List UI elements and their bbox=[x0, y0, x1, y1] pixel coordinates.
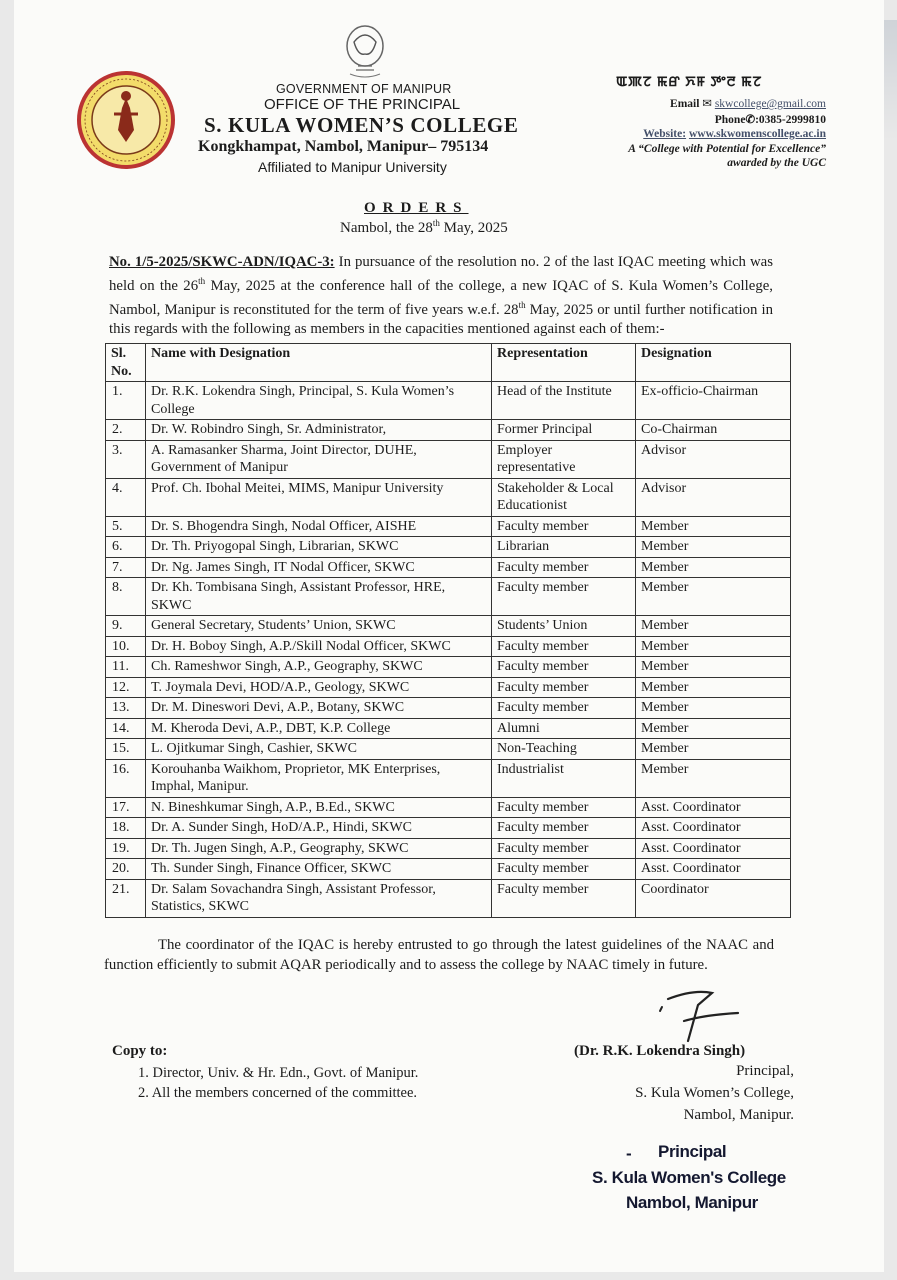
col-sl-no: Sl. No. bbox=[106, 344, 146, 382]
cell-representation: Librarian bbox=[492, 537, 636, 558]
cell-name: Dr. Ng. James Singh, IT Nodal Officer, SKWC bbox=[146, 557, 492, 578]
cell-name: N. Bineshkumar Singh, A.P., B.Ed., SKWC bbox=[146, 797, 492, 818]
affiliation: Affiliated to Manipur University bbox=[258, 159, 447, 175]
cell-sl-no: 2. bbox=[106, 420, 146, 441]
email-link[interactable]: skwcollege@gmail.com bbox=[714, 98, 826, 110]
col-representation: Representation bbox=[492, 344, 636, 382]
cell-representation: Faculty member bbox=[492, 578, 636, 616]
motto-line-1: A “College with Potential for Excellence” bbox=[628, 143, 826, 155]
cell-name: Prof. Ch. Ibohal Meitei, MIMS, Manipur University bbox=[146, 478, 492, 516]
cell-sl-no: 15. bbox=[106, 739, 146, 760]
college-name: S. KULA WOMEN’S COLLEGE bbox=[204, 113, 519, 137]
phone-number: :0385-2999810 bbox=[755, 114, 826, 126]
table-row bbox=[106, 516, 791, 537]
order-date-prefix: Nambol, the 28 bbox=[340, 220, 433, 236]
phone-icon: ✆ bbox=[745, 114, 756, 126]
website-line bbox=[643, 128, 826, 140]
signatory-place: Nambol, Manipur. bbox=[683, 1107, 794, 1123]
cell-representation: Alumni bbox=[492, 718, 636, 739]
phone-label: Phone bbox=[714, 114, 746, 126]
photo-edge bbox=[884, 20, 897, 140]
cell-name: M. Kheroda Devi, A.P., DBT, K.P. College bbox=[146, 718, 492, 739]
cell-name: L. Ojitkumar Singh, Cashier, SKWC bbox=[146, 739, 492, 760]
cell-sl-no: 14. bbox=[106, 718, 146, 739]
cell-sl-no: 9. bbox=[106, 616, 146, 637]
cell-sl-no: 21. bbox=[106, 879, 146, 917]
cell-name: T. Joymala Devi, HOD/A.P., Geology, SKWC bbox=[146, 677, 492, 698]
cell-name: Dr. Th. Jugen Singh, A.P., Geography, SKWC bbox=[146, 838, 492, 859]
cell-name: General Secretary, Students’ Union, SKWC bbox=[146, 616, 492, 637]
cell-designation: Asst. Coordinator bbox=[636, 859, 791, 880]
cell-sl-no: 8. bbox=[106, 578, 146, 616]
stamp-line-3: Nambol, Manipur bbox=[626, 1193, 758, 1212]
table-row bbox=[106, 657, 791, 678]
cell-representation: Faculty member bbox=[492, 677, 636, 698]
table-row bbox=[106, 578, 791, 616]
table-row bbox=[106, 818, 791, 839]
table-row bbox=[106, 382, 791, 420]
cell-name: Dr. Salam Sovachandra Singh, Assistant Professor, Statistics, SKWC bbox=[146, 879, 492, 917]
cell-name: Ch. Rameshwor Singh, A.P., Geography, SKWC bbox=[146, 657, 492, 678]
order-document bbox=[14, 0, 884, 1272]
cell-sl-no: 18. bbox=[106, 818, 146, 839]
col-designation: Designation bbox=[636, 344, 791, 382]
cell-sl-no: 4. bbox=[106, 478, 146, 516]
stamp-dash: - bbox=[626, 1144, 632, 1163]
email-label: Email bbox=[670, 98, 700, 110]
government-line: GOVERNMENT OF MANIPUR bbox=[276, 82, 452, 96]
iqac-members-table bbox=[105, 343, 791, 918]
office-line: OFFICE OF THE PRINCIPAL bbox=[264, 96, 461, 113]
table-row bbox=[106, 557, 791, 578]
copy-to-item-2: 2. All the members concerned of the committee. bbox=[138, 1085, 418, 1101]
cell-name: Dr. A. Sunder Singh, HoD/A.P., Hindi, SKWC bbox=[146, 818, 492, 839]
para-sup-2: th bbox=[518, 299, 526, 310]
cell-designation: Member bbox=[636, 677, 791, 698]
cell-designation: Advisor bbox=[636, 440, 791, 478]
cell-designation: Ex-officio-Chairman bbox=[636, 382, 791, 420]
cell-sl-no: 16. bbox=[106, 759, 146, 797]
table-body bbox=[106, 382, 791, 918]
website-label: Website: bbox=[643, 128, 687, 140]
table-row bbox=[106, 859, 791, 880]
cell-sl-no: 10. bbox=[106, 636, 146, 657]
cell-sl-no: 7. bbox=[106, 557, 146, 578]
table-row bbox=[106, 616, 791, 637]
table-row bbox=[106, 718, 791, 739]
cell-representation: Faculty member bbox=[492, 797, 636, 818]
cell-representation: Faculty member bbox=[492, 557, 636, 578]
cell-name: Th. Sunder Singh, Finance Officer, SKWC bbox=[146, 859, 492, 880]
government-emblem bbox=[336, 22, 394, 80]
table-row bbox=[106, 478, 791, 516]
cell-designation: Member bbox=[636, 578, 791, 616]
para-part-1: In pursuance of the resolution no. 2 of the last IQAC meeting which was held on the 26 bbox=[109, 254, 773, 294]
cell-sl-no: 13. bbox=[106, 698, 146, 719]
order-date-sup: th bbox=[432, 218, 440, 228]
table-row bbox=[106, 636, 791, 657]
phone-line bbox=[715, 112, 826, 126]
cell-sl-no: 11. bbox=[106, 657, 146, 678]
stamp-line-1: Principal bbox=[658, 1142, 727, 1161]
cell-name: Dr. M. Dineswori Devi, A.P., Botany, SKWC bbox=[146, 698, 492, 719]
copy-to-item-1: 1. Director, Univ. & Hr. Edn., Govt. of Manipur. bbox=[138, 1065, 419, 1081]
table-row bbox=[106, 759, 791, 797]
table-header-row bbox=[106, 344, 791, 382]
cell-representation: Faculty member bbox=[492, 698, 636, 719]
cell-designation: Member bbox=[636, 616, 791, 637]
cell-sl-no: 1. bbox=[106, 382, 146, 420]
cell-designation: Asst. Coordinator bbox=[636, 838, 791, 859]
cell-designation: Member bbox=[636, 759, 791, 797]
stamp-line-2: S. Kula Women's College bbox=[592, 1168, 786, 1187]
mail-icon: ✉ bbox=[702, 98, 715, 110]
cell-representation: Faculty member bbox=[492, 636, 636, 657]
order-date bbox=[340, 218, 508, 237]
cell-designation: Member bbox=[636, 516, 791, 537]
cell-designation: Member bbox=[636, 718, 791, 739]
cell-sl-no: 12. bbox=[106, 677, 146, 698]
col-name: Name with Designation bbox=[146, 344, 492, 382]
cell-designation: Asst. Coordinator bbox=[636, 797, 791, 818]
cell-representation: Former Principal bbox=[492, 420, 636, 441]
cell-sl-no: 5. bbox=[106, 516, 146, 537]
closing-paragraph: The coordinator of the IQAC is hereby entrusted to go through the latest guidelines of the NAAC and function efficiently to submit AQAR periodically and to assess the college by NAAC timely in future. bbox=[104, 937, 774, 973]
table-row bbox=[106, 879, 791, 917]
cell-sl-no: 6. bbox=[106, 537, 146, 558]
cell-name: Dr. Kh. Tombisana Singh, Assistant Professor, HRE, SKWC bbox=[146, 578, 492, 616]
cell-name: A. Ramasanker Sharma, Joint Director, DUHE, Government of Manipur bbox=[146, 440, 492, 478]
table-row bbox=[106, 677, 791, 698]
cell-name: Dr. S. Bhogendra Singh, Nodal Officer, AISHE bbox=[146, 516, 492, 537]
cell-name: Dr. Th. Priyogopal Singh, Librarian, SKWC bbox=[146, 537, 492, 558]
table-row bbox=[106, 838, 791, 859]
signatory-title: Principal, bbox=[736, 1063, 794, 1079]
cell-name: Dr. R.K. Lokendra Singh, Principal, S. Kula Women’s College bbox=[146, 382, 492, 420]
cell-representation: Faculty member bbox=[492, 818, 636, 839]
cell-representation: Faculty member bbox=[492, 516, 636, 537]
cell-designation: Member bbox=[636, 657, 791, 678]
cell-representation: Stakeholder & Local Educationist bbox=[492, 478, 636, 516]
cell-representation: Faculty member bbox=[492, 879, 636, 917]
cell-representation: Faculty member bbox=[492, 838, 636, 859]
para-part-3: May, 2025 or until further notification in this regards with the following as members in the capacities mentioned against each of them:- bbox=[109, 301, 773, 337]
motto-line-2: awarded by the UGC bbox=[727, 157, 826, 169]
cell-representation: Faculty member bbox=[492, 657, 636, 678]
cell-designation: Member bbox=[636, 636, 791, 657]
college-address: Kongkhampat, Nambol, Manipur– 795134 bbox=[198, 138, 489, 155]
signatory-name: (Dr. R.K. Lokendra Singh) bbox=[574, 1043, 746, 1059]
para-sup-1: th bbox=[198, 276, 206, 286]
orders-heading: ORDERS bbox=[364, 200, 469, 216]
cell-representation: Head of the Institute bbox=[492, 382, 636, 420]
order-paragraph bbox=[109, 253, 773, 339]
cell-designation: Member bbox=[636, 557, 791, 578]
cell-designation: Co-Chairman bbox=[636, 420, 791, 441]
cell-designation: Member bbox=[636, 537, 791, 558]
cell-name: Dr. H. Boboy Singh, A.P./Skill Nodal Officer, SKWC bbox=[146, 636, 492, 657]
cell-designation: Member bbox=[636, 698, 791, 719]
table-row bbox=[106, 420, 791, 441]
signatory-college: S. Kula Women’s College, bbox=[635, 1085, 794, 1101]
cell-sl-no: 3. bbox=[106, 440, 146, 478]
cell-name: Dr. W. Robindro Singh, Sr. Administrator, bbox=[146, 420, 492, 441]
email-line bbox=[670, 96, 826, 110]
order-date-suffix: May, 2025 bbox=[439, 220, 508, 236]
cell-representation: Faculty member bbox=[492, 859, 636, 880]
table-row bbox=[106, 739, 791, 760]
table-row bbox=[106, 698, 791, 719]
college-name-meitei: ꯑꯄꯖ ꯃꯔ ꯈꯝ ꯇꯦꯂ ꯃꯖ bbox=[616, 75, 763, 90]
cell-name: Korouhanba Waikhom, Proprietor, MK Enterprises, Imphal, Manipur. bbox=[146, 759, 492, 797]
table-row bbox=[106, 440, 791, 478]
cell-representation: Students’ Union bbox=[492, 616, 636, 637]
cell-sl-no: 17. bbox=[106, 797, 146, 818]
cell-designation: Coordinator bbox=[636, 879, 791, 917]
cell-designation: Member bbox=[636, 739, 791, 760]
cell-designation: Advisor bbox=[636, 478, 791, 516]
cell-designation: Asst. Coordinator bbox=[636, 818, 791, 839]
table-row bbox=[106, 797, 791, 818]
cell-representation: Industrialist bbox=[492, 759, 636, 797]
order-reference-number: No. 1/5-2025/SKWC-ADN/IQAC-3: bbox=[109, 254, 335, 270]
cell-representation: Non-Teaching bbox=[492, 739, 636, 760]
website-link[interactable]: www.skwomenscollege.ac.in bbox=[688, 128, 826, 140]
cell-sl-no: 20. bbox=[106, 859, 146, 880]
copy-to-label: Copy to: bbox=[112, 1043, 168, 1059]
table-row bbox=[106, 537, 791, 558]
cell-representation: Employer representative bbox=[492, 440, 636, 478]
cell-sl-no: 19. bbox=[106, 838, 146, 859]
college-logo bbox=[76, 70, 176, 170]
para-part-2: May, 2025 at the conference hall of the college, a new IQAC of S. Kula Women’s College, Nambol, Manipur is reconstituted for the term of five years w.e.f. 28 bbox=[109, 277, 773, 318]
